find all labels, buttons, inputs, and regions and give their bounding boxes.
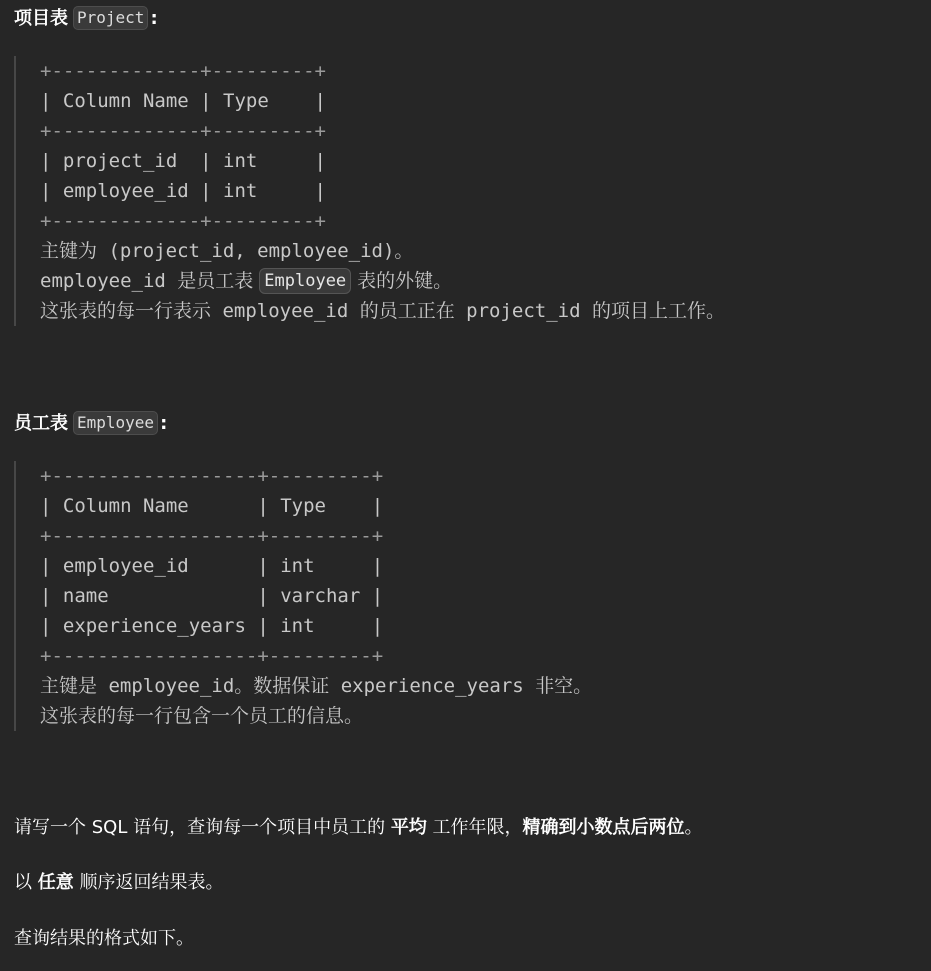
table-row: | employee_id | int | xyxy=(40,180,326,202)
question-paragraph xyxy=(14,815,703,841)
table-border: +------------------+---------+ xyxy=(40,465,384,487)
table-row: | name | varchar | xyxy=(40,585,384,607)
question-text: 请写一个 SQL 语句，查询每一个项目中员工的 xyxy=(14,817,386,838)
project-table-heading xyxy=(14,6,158,31)
order-paragraph xyxy=(14,870,223,896)
table-border: +------------------+---------+ xyxy=(40,525,384,547)
order-bold-any: 任意 xyxy=(37,872,74,893)
row-description-note: 这张表的每一行包含一个员工的信息。 xyxy=(40,705,364,727)
employee-table-heading xyxy=(14,411,167,436)
table-row: | project_id | int | xyxy=(40,150,326,172)
employee-table-colon: : xyxy=(160,413,168,434)
table-border: +------------------+---------+ xyxy=(40,645,384,667)
employee-code-chip: Employee xyxy=(259,268,351,294)
order-text-before: 以 xyxy=(14,872,32,893)
table-border: +-------------+---------+ xyxy=(40,60,326,82)
question-bold-average: 平均 xyxy=(390,817,427,838)
project-table-colon: : xyxy=(150,8,158,29)
question-text-mid: 工作年限， xyxy=(432,817,523,838)
row-description-note: 这张表的每一行表示 employee_id 的员工正在 project_id 的项目上工作。 xyxy=(40,300,725,322)
employee-table-code: Employee xyxy=(73,411,158,435)
table-header-row: | Column Name | Type | xyxy=(40,90,326,112)
order-text-after: 顺序返回结果表。 xyxy=(79,872,224,893)
employee-table-title: 员工表 xyxy=(14,413,68,434)
foreign-key-note xyxy=(40,266,725,296)
project-table-code: Project xyxy=(73,6,148,30)
project-table-title: 项目表 xyxy=(14,8,68,29)
table-header-row: | Column Name | Type | xyxy=(40,495,384,517)
table-border: +-------------+---------+ xyxy=(40,210,326,232)
table-border: +-------------+---------+ xyxy=(40,120,326,142)
project-schema-block xyxy=(14,56,725,326)
table-row: | employee_id | int | xyxy=(40,555,384,577)
question-bold-precision: 精确到小数点后两位 xyxy=(522,817,685,838)
primary-key-note: 主键是 employee_id。数据保证 experience_years 非空。 xyxy=(40,675,593,697)
table-row: | experience_years | int | xyxy=(40,615,384,637)
foreign-key-note-after: 表的外键。 xyxy=(357,270,453,292)
question-text-end: 。 xyxy=(684,817,703,838)
foreign-key-note-before: employee_id 是员工表 xyxy=(40,270,254,292)
format-paragraph: 查询结果的格式如下。 xyxy=(14,928,194,949)
primary-key-note: 主键为 (project_id, employee_id)。 xyxy=(40,240,414,262)
employee-schema-block xyxy=(14,461,592,731)
